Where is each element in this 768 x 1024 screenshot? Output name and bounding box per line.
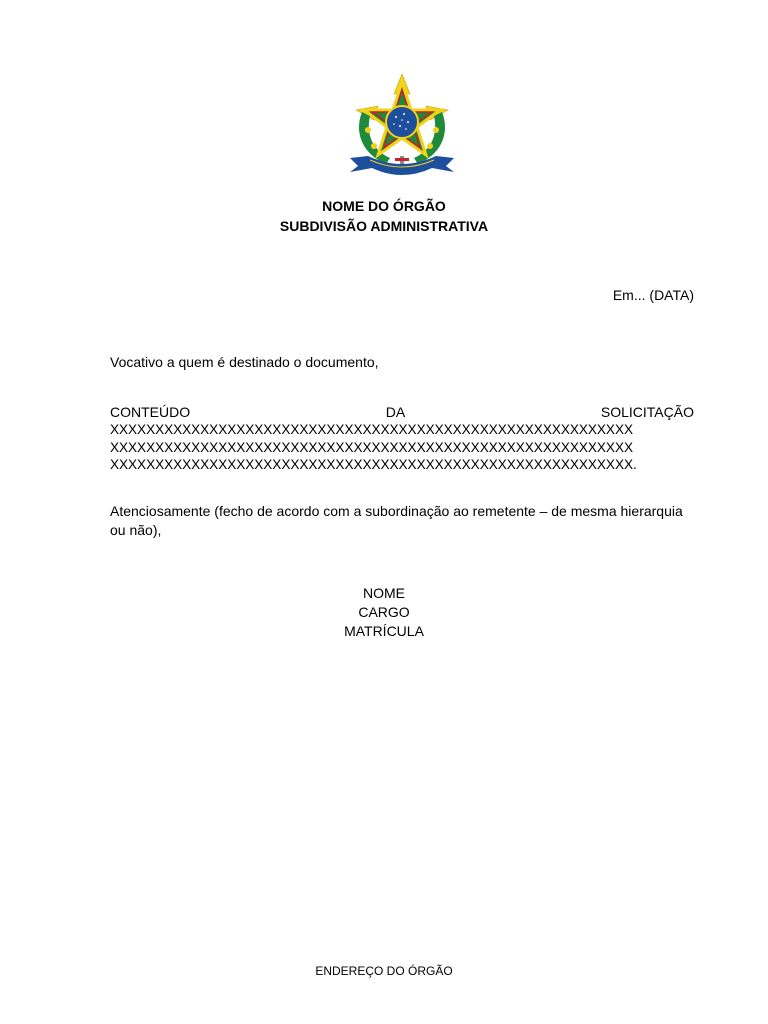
content-word: DA <box>385 404 406 420</box>
org-name: NOME DO ÓRGÃO <box>322 198 446 214</box>
brazil-coat-of-arms-icon <box>348 72 456 182</box>
content-line: XXXXXXXXXXXXXXXXXXXXXXXXXXXXXXXXXXXXXXXXXXXXXXXXXXXXXXXXXX <box>110 422 633 437</box>
content-word: CONTEÚDO <box>110 404 191 420</box>
content-heading <box>110 403 694 421</box>
salutation: Vocativo a quem é destinado o documento, <box>110 354 379 370</box>
signature-role: CARGO <box>358 604 410 620</box>
central-disc <box>386 106 418 138</box>
date-line: Em... (DATA) <box>612 287 694 303</box>
content-line: XXXXXXXXXXXXXXXXXXXXXXXXXXXXXXXXXXXXXXXXXXXXXXXXXXXXXXXXXX. <box>110 457 637 472</box>
footer-address: ENDEREÇO DO ÓRGÃO <box>315 964 453 978</box>
content-block <box>110 403 694 474</box>
subdivision-name: SUBDIVISÃO ADMINISTRATIVA <box>279 218 489 234</box>
closing-paragraph: Atenciosamente (fecho de acordo com a subordinação ao remetente – de mesma hierarquia ou não), <box>110 503 683 538</box>
content-line: XXXXXXXXXXXXXXXXXXXXXXXXXXXXXXXXXXXXXXXXXXXXXXXXXXXXXXXXXX <box>110 439 633 455</box>
signature-registration: MATRÍCULA <box>344 623 424 639</box>
signature-name: NOME <box>363 585 405 601</box>
content-word: SOLICITAÇÃO <box>600 404 694 420</box>
